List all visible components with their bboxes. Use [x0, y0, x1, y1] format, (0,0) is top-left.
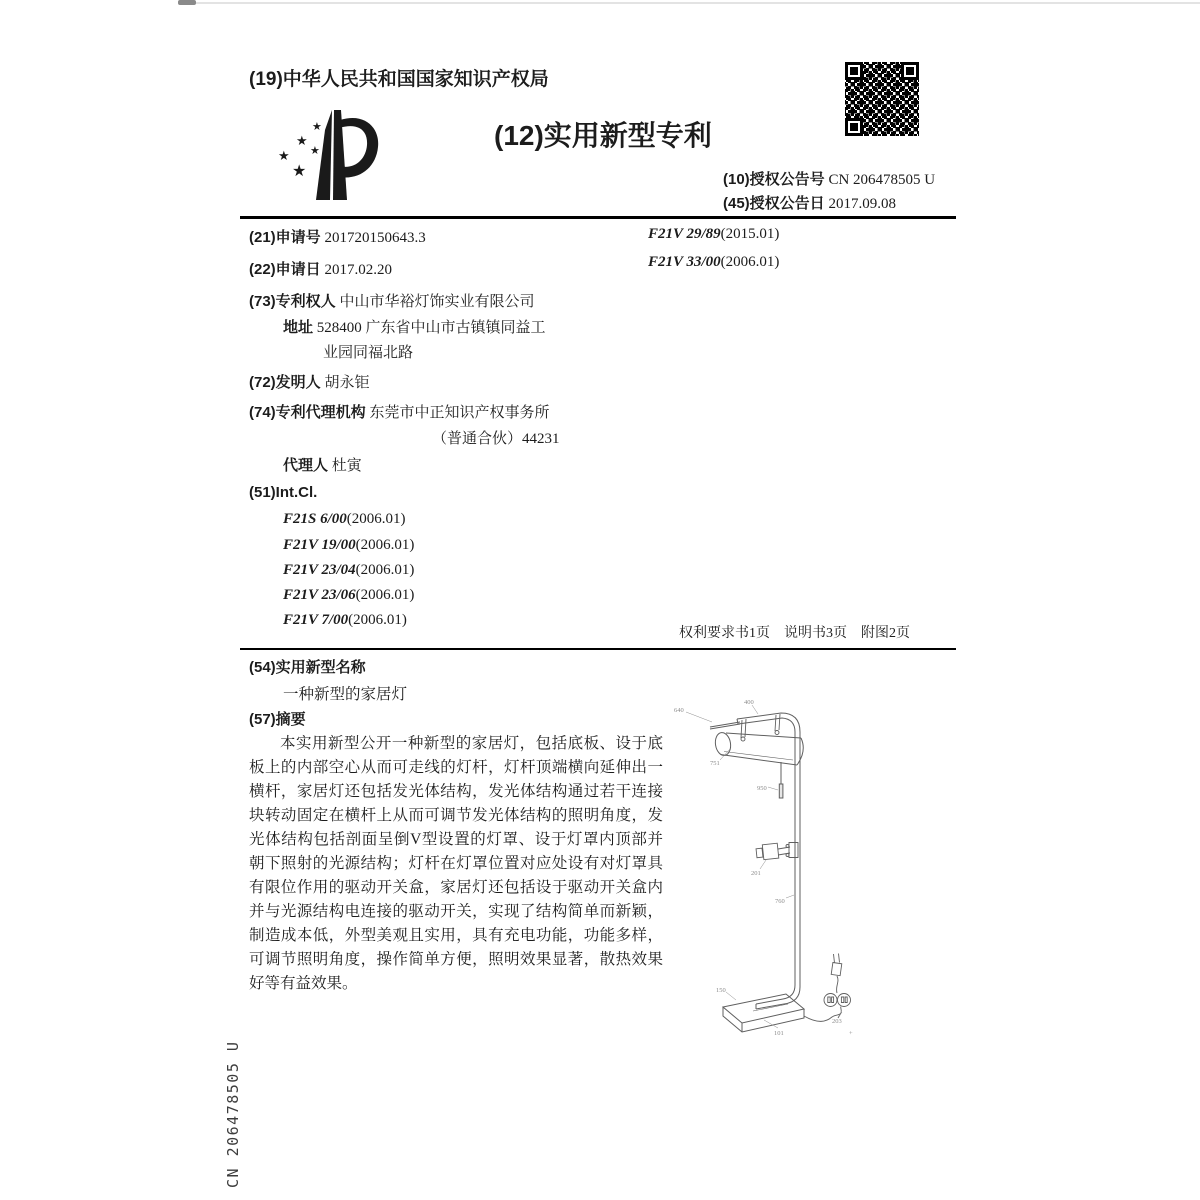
section-divider	[240, 648, 956, 650]
qr-finder-icon	[845, 62, 863, 80]
ref-label: 201	[751, 870, 761, 877]
figure-lamp-drawing	[660, 686, 960, 1066]
ref-label: 400	[744, 699, 754, 706]
ipc-date: (2006.01)	[348, 612, 407, 628]
pub-number: CN 206478505 U	[828, 172, 936, 188]
pub-number-label: (10)授权公告号	[723, 171, 825, 188]
ipc-date: (2015.01)	[720, 226, 780, 242]
ipc-code: F21V 19/00	[283, 537, 356, 553]
ref-label: 751	[710, 760, 720, 767]
ipc-date: (2006.01)	[355, 537, 415, 553]
inventor-label: (72)发明人	[249, 374, 321, 391]
filing-date-label: (22)申请日	[249, 261, 321, 278]
figure-labels	[674, 699, 853, 1037]
drive-switch-box	[756, 843, 798, 860]
address-line2: 业园同福北路	[323, 345, 414, 361]
cross-rod	[710, 722, 740, 729]
ipc-date: (2006.01)	[355, 587, 415, 603]
application-no: 201720150643.3	[324, 230, 426, 246]
ref-label: 150	[716, 987, 726, 994]
plus-mark: +	[849, 1030, 853, 1037]
ref-label: 760	[775, 898, 785, 905]
ipc-code: F21V 7/00	[283, 612, 349, 628]
ipc-code: F21V 29/89	[648, 226, 721, 242]
logo-star-icon: ★	[312, 121, 322, 133]
office-name: (19)中华人民共和国国家知识产权局	[249, 69, 549, 90]
patentee-name: 中山市华裕灯饰实业有限公司	[339, 294, 535, 310]
agency-line2: （普通合伙）44231	[432, 431, 560, 447]
ipc-date: (2006.01)	[720, 254, 780, 270]
scan-edge-artifact	[186, 2, 1200, 4]
ipc-code: F21S 6/00	[283, 511, 347, 527]
ipc-date: (2006.01)	[355, 562, 415, 578]
header-divider	[240, 216, 956, 219]
address-line1: 528400 广东省中山市古镇镇同益工	[316, 320, 546, 336]
lamp-shade	[714, 731, 803, 765]
abstract-label: (57)摘要	[249, 711, 306, 728]
agent-name: 杜寅	[331, 458, 362, 474]
title-section-label: (54)实用新型名称	[249, 659, 366, 676]
logo-star-icon: ★	[310, 145, 320, 157]
invention-title: 一种新型的家居灯	[283, 686, 408, 703]
agency-label: (74)专利代理机构	[249, 404, 366, 421]
logo-star-icon: ★	[296, 133, 308, 148]
ref-label: 640	[674, 707, 684, 714]
intcl-label: (51)Int.Cl.	[249, 484, 318, 501]
ipc-code: F21V 23/06	[283, 587, 356, 603]
base-plate	[723, 985, 804, 1032]
patentee-label: (73)专利权人	[249, 293, 336, 310]
application-no-label: (21)申请号	[249, 229, 321, 246]
abstract-text: 本实用新型公开一种新型的家居灯，包括底板、设于底板上的内部空心从而可走线的灯杆，灯杆顶端横向延伸出一横杆，家居灯还包括发光体结构，发光体结构通过若干连接块转动固定在横杆上从而可调节发光体结构的照明角度，发光体结构包括剖面呈倒V型设置的灯罩、设于灯罩内顶部并朝下照射的光源结构；灯杆在灯罩位置对应处设有对灯罩具有限位作用的驱动开关盒，家居灯还包括设于驱动开关盒内并与光源结构电连接的驱动开关，实现了结构简单而新颖，制造成本低，外型美观且实用，具有充电功能，功能多样，可调节照明角度，操作简单方便，照明效果显著，散热效果好等有益效果。	[249, 735, 663, 992]
ref-label: 950	[757, 785, 767, 792]
pub-date: 2017.09.08	[828, 196, 896, 212]
ref-label: 203	[832, 1018, 842, 1025]
figure-leader-lines	[686, 705, 842, 1028]
agent-label: 代理人	[283, 457, 329, 474]
filing-date: 2017.02.20	[324, 262, 392, 278]
qr-finder-icon	[845, 118, 863, 136]
agency-name: 东莞市中正知识产权事务所	[369, 405, 550, 421]
doc-type-title: (12)实用新型专利	[494, 120, 712, 151]
vertical-publication-id: CN 206478505 U	[224, 1040, 242, 1188]
ipc-code: F21V 33/00	[648, 254, 721, 270]
logo-star-icon: ★	[292, 163, 307, 180]
power-cord-plug	[804, 954, 851, 1022]
logo-star-icon: ★	[278, 148, 290, 163]
ipc-date: (2006.01)	[346, 511, 406, 527]
address-label: 地址	[283, 319, 314, 336]
scan-blob-artifact	[178, 0, 196, 5]
inventor-name: 胡永钜	[324, 375, 370, 391]
qr-finder-icon	[901, 62, 919, 80]
pub-date-label: (45)授权公告日	[723, 195, 825, 212]
pages-summary: 权利要求书1页 说明书3页 附图2页	[679, 626, 910, 641]
pull-switch	[779, 762, 783, 798]
qr-code	[845, 62, 919, 136]
cnipa-logo-icon	[270, 98, 398, 213]
ipc-code: F21V 23/04	[283, 562, 356, 578]
ref-label: 101	[774, 1030, 784, 1037]
